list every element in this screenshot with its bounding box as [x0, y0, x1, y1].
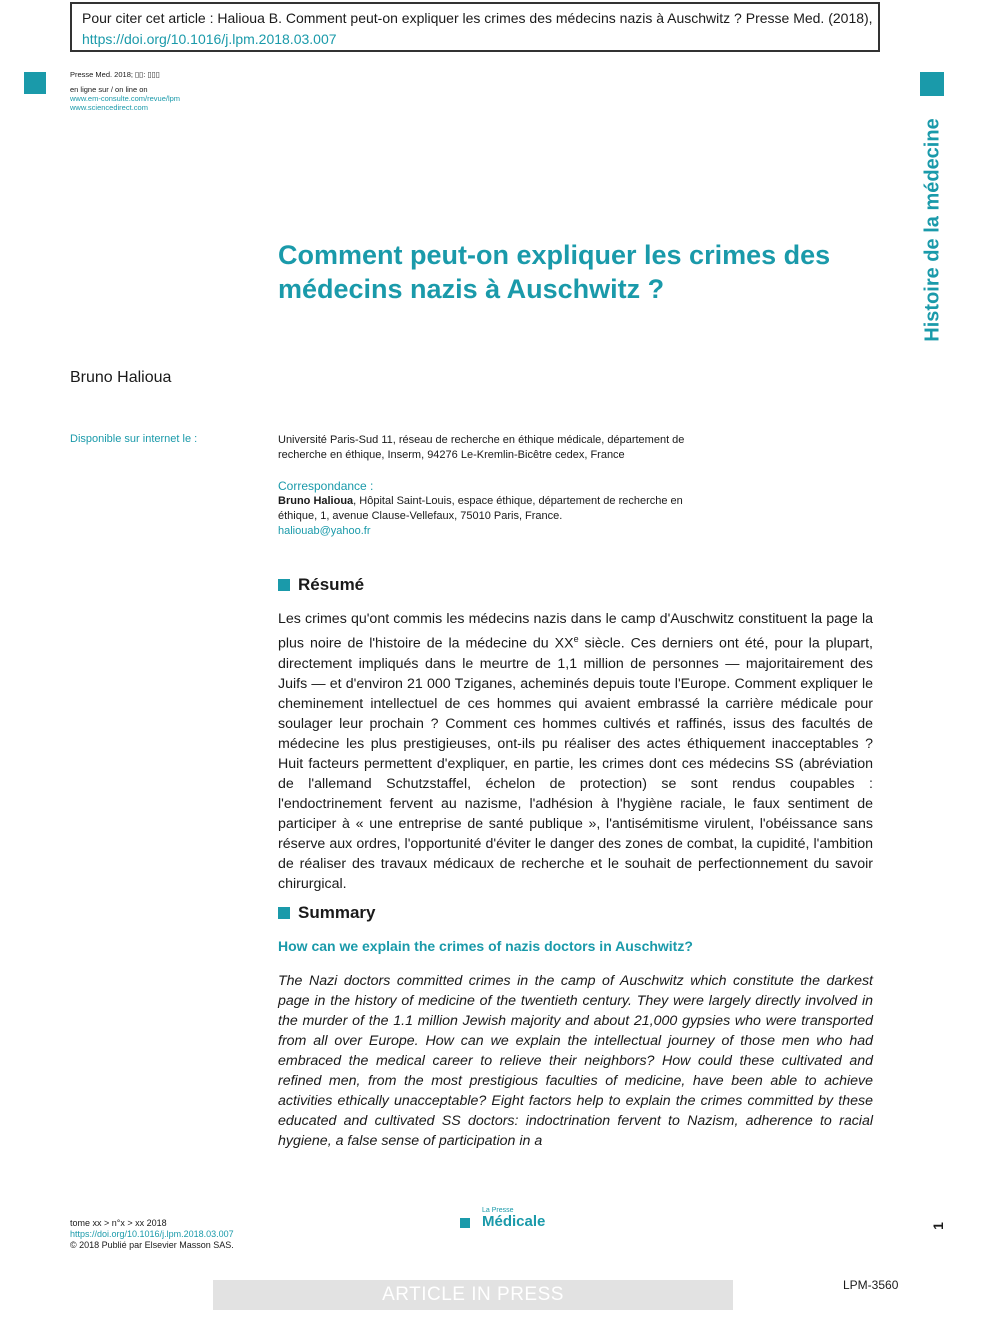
- availability-label: Disponible sur internet le :: [70, 433, 198, 445]
- decorative-square-right: [920, 72, 944, 96]
- logo-big-text: Médicale: [482, 1213, 546, 1230]
- summary-heading-text: Summary: [298, 903, 376, 922]
- summary-paragraph: The Nazi doctors committed crimes in the camp of Auschwitz which constitute the darkest page in the history of medicine of the twentieth century. They were largely directly involved in the murder of the 1.1 million Jewish majority and about 21,000 gypsies who were transported from all over Europe. How can we explain the intellectual journey of those men who had embraced the medical career to relieve their neighbors? How could these cultivated and refined men, from the most prestigious faculties of medicine, have been able to achieve activities ethically unacceptable? Eight factors help to explain the crimes committed by these educated and cultivated SS doctors: indoctrination fervent to Nazism, adherence to racial hygiene, a false sense of participation in a: [278, 973, 873, 1149]
- article-in-press-banner: ARTICLE IN PRESS: [213, 1280, 733, 1310]
- section-side-label: Histoire de la médecine: [921, 118, 944, 342]
- article-title: Comment peut-on expliquer les crimes des médecins nazis à Auschwitz ?: [278, 240, 831, 304]
- resume-text-part2: siècle. Ces derniers ont été, pour la plupart, directement impliqués dans le meurtre de 1,1 million de personnes — majoritairement des Juifs — et d'environ 21 000 Tziganes, acheminés depuis toute l'Europe. Comment expliquer le cheminement intellectuel de ces hommes qui avaient embrassé la carrière médicale pour soulager leur prochain ? Comment ces hommes cultivés et raffinés, issus des facultés de médecine les plus prestigieuses, ont-ils pu réaliser des actes éthiquement inacceptables ? Huit facteurs permettent d'expliquer, en partie, les crimes dont ces médecins SS (abréviation de l'allemand Schutzstaffel, échelon de protection) se sont rendus coupables : l'endoctrinement fervent au nazisme, l'adhésion à l'hygiène raciale, le faux sentiment de participer à « une entreprise de santé publique », l'antisémitisme virulent, l'obéissance sans réserve aux ordres, l'opportunité d'éviter le danger des zones de combat, la cupidité, l'ambition de réaliser des travaux médicaux de recherche et le souhait de perfectionnement du savoir chirurgical.: [278, 635, 873, 892]
- author-name: Bruno Halioua: [70, 369, 172, 386]
- decorative-square-left: [24, 72, 46, 94]
- affiliation: Université Paris-Sud 11, réseau de recherche en éthique médicale, département de recherche en éthique, Inserm, 94276 Le-Kremlin-Bicêtre cedex, France: [278, 434, 685, 461]
- century-superscript: e: [573, 634, 579, 644]
- journal-meta: [70, 70, 180, 112]
- logo-small-text: La Presse: [482, 1207, 514, 1214]
- resume-heading-text: Résumé: [298, 575, 365, 594]
- citation-text: Pour citer cet article : Halioua B. Comment peut-on expliquer les crimes des médecins nazis à Auschwitz ? Presse Med. (2018),: [82, 10, 873, 26]
- heading-bullet-icon: [278, 907, 290, 919]
- summary-heading: [278, 903, 375, 923]
- footer-volume: tome xx > n°x > xx 2018: [70, 1218, 167, 1228]
- footer-copyright: © 2018 Publié par Elsevier Masson SAS.: [70, 1240, 234, 1250]
- journal-issue: Presse Med. 2018; ▯▯: ▯▯▯: [70, 70, 160, 79]
- heading-bullet-icon: [278, 579, 290, 591]
- correspondence-email-link[interactable]: haliouab@yahoo.fr: [278, 525, 371, 537]
- citation-doi-link[interactable]: https://doi.org/10.1016/j.lpm.2018.03.007: [82, 31, 337, 47]
- correspondence-address: , Hôpital Saint-Louis, espace éthique, département de recherche en éthique, 1, avenue Clause-Vellefaux, 75010 Paris, France.: [278, 495, 683, 522]
- resume-heading: [278, 575, 364, 595]
- resume-text-part1: Les crimes qu'ont commis les médecins nazis dans le camp d'Auschwitz constituent la page la plus noire de l'histoire de la médecine du XX: [278, 611, 873, 652]
- citation-box: [70, 2, 880, 52]
- correspondence: [278, 479, 698, 539]
- footer-doi-link[interactable]: https://doi.org/10.1016/j.lpm.2018.03.007: [70, 1229, 234, 1239]
- correspondence-heading: Correspondance :: [278, 479, 374, 493]
- correspondence-name: Bruno Halioua: [278, 495, 354, 507]
- online-label: en ligne sur / on line on: [70, 85, 148, 94]
- page-number: 1: [930, 1222, 946, 1230]
- em-consulte-link[interactable]: www.em-consulte.com/revue/lpm: [70, 94, 181, 103]
- sciencedirect-link[interactable]: www.sciencedirect.com: [70, 103, 148, 112]
- article-code: LPM-3560: [843, 1278, 899, 1292]
- logo-square-icon: [460, 1218, 470, 1228]
- footer-info: [70, 1218, 234, 1251]
- summary-subtitle: How can we explain the crimes of nazis doctors in Auschwitz?: [278, 938, 693, 954]
- resume-paragraph: [278, 609, 873, 894]
